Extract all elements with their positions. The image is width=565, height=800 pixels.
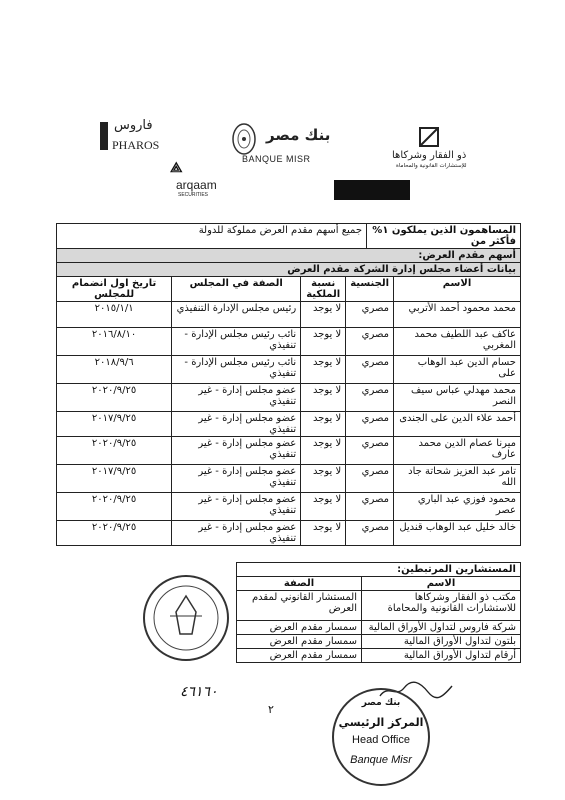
- member-date: ٢٠٢٠/٩/٢٥: [57, 521, 172, 546]
- member-date: ٢٠١٧/٩/٢٥: [57, 412, 172, 437]
- member-name: تامر عبد العزيز شحاتة جاد الله: [394, 465, 521, 493]
- advisor-name: بلتون لتداول الأوراق المالية: [362, 635, 521, 649]
- table-row: [57, 356, 521, 384]
- member-ownership: لا يوجد: [301, 302, 346, 328]
- advisor-name: مكتب ذو الفقار وشركاها للاستشارات القانونية والمحاماة: [362, 591, 521, 621]
- banque-misr-ar: بنك مصر: [266, 126, 331, 144]
- table-row: [57, 437, 521, 465]
- member-date: ٢٠٢٠/٩/٢٥: [57, 493, 172, 521]
- col-role: الصفة في المجلس: [172, 277, 301, 302]
- advisor-name: أرقام لتداول الأوراق المالية: [362, 649, 521, 663]
- banque-misr-logo: [222, 118, 332, 166]
- member-name: عاكف عبد اللطيف محمد المغربي: [394, 328, 521, 356]
- stamp-line1: بنك مصر: [361, 698, 401, 708]
- table-row: [57, 328, 521, 356]
- pharos-en: PHAROS: [112, 138, 160, 152]
- col-name: الاسم: [394, 277, 521, 302]
- member-name: خالد خليل عبد الوهاب قنديل: [394, 521, 521, 546]
- advisor-role: المستشار القانوني لمقدم العرض: [237, 591, 362, 621]
- member-role: عضو مجلس إدارة - غير تنفيذي: [172, 465, 301, 493]
- advisors-header-row: [237, 577, 521, 591]
- zulfikar-ar: ذو الفقار وشركاها: [392, 150, 467, 161]
- member-role: عضو مجلس إدارة - غير تنفيذي: [172, 437, 301, 465]
- member-ownership: لا يوجد: [301, 521, 346, 546]
- member-nationality: مصري: [346, 302, 394, 328]
- member-nationality: مصري: [346, 493, 394, 521]
- board-title-row: [57, 263, 521, 277]
- advisor-role: سمسار مقدم العرض: [237, 649, 362, 663]
- member-name: أحمد علاء الدين على الجندى: [394, 412, 521, 437]
- advisors-section-title: المستشارين المرتبطين:: [237, 563, 521, 577]
- member-role: عضو مجلس إدارة - غير تنفيذي: [172, 412, 301, 437]
- member-date: ٢٠٢٠/٩/٢٥: [57, 384, 172, 412]
- member-nationality: مصري: [346, 465, 394, 493]
- arqaam-sub: SECURITIES: [178, 192, 209, 198]
- summary-label: المساهمون الذين يملكون ١% فأكثر من: [367, 224, 521, 249]
- stamp-line4: Banque Misr: [350, 754, 412, 766]
- member-role: رئيس مجلس الإدارة التنفيذي: [172, 302, 301, 328]
- member-ownership: لا يوجد: [301, 437, 346, 465]
- col-ownership: نسبة الملكية: [301, 277, 346, 302]
- advisor-name: شركة فاروس لتداول الأوراق المالية: [362, 621, 521, 635]
- member-date: ٢٠١٦/٨/١٠: [57, 328, 172, 356]
- member-nationality: مصري: [346, 412, 394, 437]
- member-nationality: مصري: [346, 437, 394, 465]
- advisor-role: سمسار مقدم العرض: [237, 635, 362, 649]
- col-nationality: الجنسية: [346, 277, 394, 302]
- advisor-role: سمسار مقدم العرض: [237, 621, 362, 635]
- member-role: عضو مجلس إدارة - غير تنفيذي: [172, 384, 301, 412]
- summary-table: [56, 223, 521, 264]
- member-date: ٢٠١٨/٩/٦: [57, 356, 172, 384]
- member-role: نائب رئيس مجلس الإدارة - تنفيذي: [172, 356, 301, 384]
- advisors-title-row: [237, 563, 521, 577]
- zulfikar-sub: للإستشارات القانونية والمحاماة: [396, 163, 467, 169]
- table-row: [57, 493, 521, 521]
- member-ownership: لا يوجد: [301, 384, 346, 412]
- member-name: حسام الدين عبد الوهاب على: [394, 356, 521, 384]
- advisor-col-name: الاسم: [362, 577, 521, 591]
- arqaam-logo: [168, 160, 228, 200]
- handwritten-number: ٤٦١٦٠: [180, 684, 218, 700]
- member-role: عضو مجلس إدارة - غير تنفيذي: [172, 493, 301, 521]
- pharos-logo: [100, 118, 170, 158]
- pharos-ar: فاروس: [114, 118, 153, 133]
- government-seal-icon: [140, 572, 232, 664]
- pharos-logo-mark-icon: [100, 122, 108, 150]
- table-row: [57, 465, 521, 493]
- arqaam-en: arqaam: [176, 178, 217, 192]
- table-row: [237, 649, 521, 663]
- board-section-title: بيانات أعضاء مجلس إدارة الشركة مقدم العرض: [57, 263, 521, 277]
- member-ownership: لا يوجد: [301, 328, 346, 356]
- table-row: [237, 635, 521, 649]
- member-name: محمد مهدلي عباس سيف النصر: [394, 384, 521, 412]
- head-office-stamp: [332, 688, 430, 786]
- zulfikar-logo: [392, 126, 492, 172]
- dark-logo-block: [334, 180, 410, 200]
- table-row: [237, 591, 521, 621]
- member-name: ميرنا عصام الدين محمد عارف: [394, 437, 521, 465]
- member-role: عضو مجلس إدارة - غير تنفيذي: [172, 521, 301, 546]
- table-row: [57, 302, 521, 328]
- member-ownership: لا يوجد: [301, 356, 346, 384]
- stamp-line3: Head Office: [352, 734, 410, 746]
- zulfikar-mark-icon: [418, 126, 440, 148]
- advisors-table: [236, 562, 521, 663]
- banque-misr-en: BANQUE MISR: [242, 154, 311, 164]
- member-nationality: مصري: [346, 356, 394, 384]
- board-header-row: [57, 277, 521, 302]
- col-join-date: تاريخ اول انضمام للمجلس: [57, 277, 172, 302]
- member-date: ٢٠١٧/٩/٢٥: [57, 465, 172, 493]
- member-nationality: مصري: [346, 328, 394, 356]
- member-name: محمود فوزي عبد الباري عصر: [394, 493, 521, 521]
- summary-subheader: أسهم مقدم العرض:: [57, 249, 521, 264]
- member-nationality: مصري: [346, 384, 394, 412]
- board-table: [56, 262, 521, 546]
- table-row: [57, 412, 521, 437]
- member-date: ٢٠٢٠/٩/٢٥: [57, 437, 172, 465]
- member-ownership: لا يوجد: [301, 465, 346, 493]
- banque-misr-emblem-icon: [230, 122, 258, 156]
- page-number: ٢: [268, 703, 274, 716]
- table-row: [57, 521, 521, 546]
- advisor-col-role: الصفة: [237, 577, 362, 591]
- member-name: محمد محمود أحمد الأتربي: [394, 302, 521, 328]
- member-nationality: مصري: [346, 521, 394, 546]
- summary-value: جميع أسهم مقدم العرض مملوكة للدولة: [57, 224, 367, 249]
- member-role: نائب رئيس مجلس الإدارة - تنفيذي: [172, 328, 301, 356]
- member-ownership: لا يوجد: [301, 493, 346, 521]
- member-ownership: لا يوجد: [301, 412, 346, 437]
- table-row: [237, 621, 521, 635]
- table-row: [57, 384, 521, 412]
- stamp-line2: المركز الرئيسي: [338, 716, 424, 729]
- member-date: ٢٠١٥/١/١: [57, 302, 172, 328]
- arqaam-mark-icon: ⟁: [170, 160, 183, 176]
- summary-row: [57, 224, 521, 249]
